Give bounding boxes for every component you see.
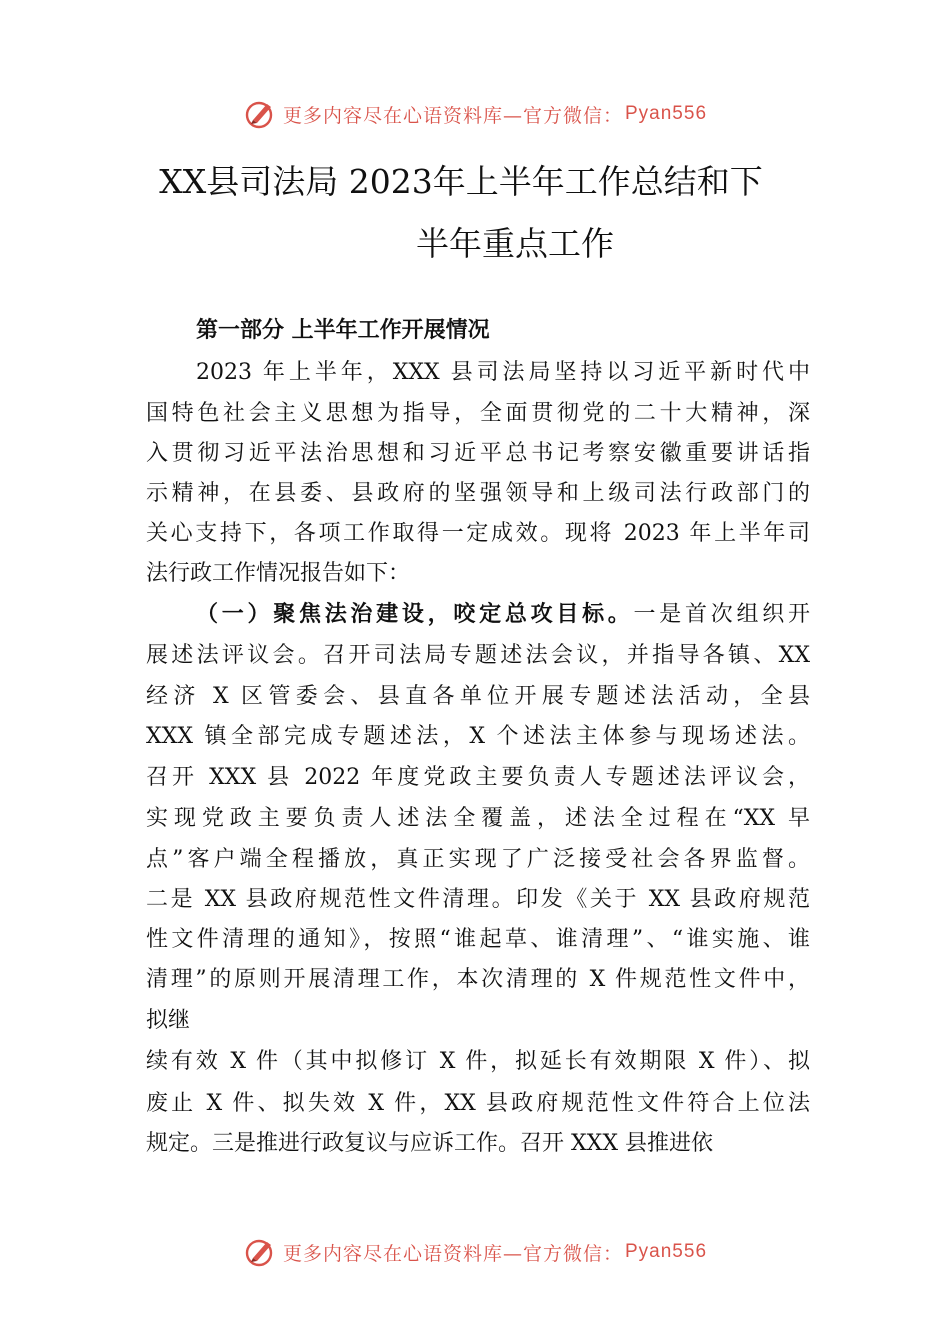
- body-line: 经济 X 区管委会、县直各单位开展专题述法活动，全县: [146, 684, 810, 709]
- document-title-line1: XX县司法局 2023年上半年工作总结和下: [159, 162, 763, 201]
- paragraph-heading-rest: 一是首次组织开: [633, 602, 810, 627]
- body-line: 召开 XXX 县 2022 年度党政主要负责人专题述法评议会，: [146, 765, 810, 790]
- body-line: 法行政工作情况报告如下：: [146, 561, 411, 586]
- watermark-text: 更多内容尽在心语资料库—官方微信：: [282, 1242, 623, 1265]
- body-line: 展述法评议会。召开司法局专题述法会议，并指导各镇、XX: [146, 643, 810, 668]
- watermark-top: [0, 96, 950, 132]
- body-line: 实现党政主要负责人述法全覆盖，述法全过程在“XX 早: [146, 806, 810, 831]
- body-line: 续有效 X 件（其中拟修订 X 件，拟延长有效期限 X 件）、拟: [146, 1049, 810, 1074]
- document-title-line2: 半年重点工作: [416, 224, 614, 263]
- body-line: 废止 X 件、拟失效 X 件，XX 县政府规范性文件符合上位法: [146, 1091, 810, 1116]
- watermark-wechat-id: Pyan556: [625, 103, 708, 124]
- body-line: 国特色社会主义思想为指导，全面贯彻党的二十大精神，深: [146, 401, 810, 426]
- pen-logo-icon: [243, 96, 279, 132]
- body-line: 二是 XX 县政府规范性文件清理。印发《关于 XX 县政府规范: [146, 887, 810, 912]
- body-line: 入贯彻习近平法治思想和习近平总书记考察安徽重要讲话指: [146, 441, 810, 466]
- body-line: 拟继: [146, 1008, 191, 1033]
- body-line: 清理”的原则开展清理工作，本次清理的 X 件规范性文件中，: [146, 967, 810, 992]
- body-line: 性文件清理的通知》，按照“谁起草、谁清理”、“谁实施、谁: [146, 927, 810, 952]
- paragraph-heading: （一）聚焦法治建设，咬定总攻目标。: [196, 601, 634, 627]
- watermark-bottom: [0, 1234, 950, 1270]
- watermark-text: 更多内容尽在心语资料库—官方微信：: [282, 104, 623, 127]
- body-line: 关心支持下，各项工作取得一定成效。现将 2023 年上半年司: [146, 521, 810, 546]
- section-heading: 第一部分 上半年工作开展情况: [196, 318, 490, 343]
- body-line: 2023 年上半年，XXX 县司法局坚持以习近平新时代中: [196, 360, 810, 385]
- watermark-wechat-id: Pyan556: [625, 1241, 708, 1262]
- paragraph-heading-line: [196, 597, 810, 628]
- pen-logo-icon: [243, 1234, 279, 1270]
- body-line: XXX 镇全部完成专题述法，X 个述法主体参与现场述法。: [146, 724, 810, 749]
- body-line: 示精神，在县委、县政府的坚强领导和上级司法行政部门的: [146, 481, 810, 506]
- body-line: 规定。三是推进行政复议与应诉工作。召开 XXX 县推进依: [146, 1131, 713, 1156]
- body-line: 点”客户端全程播放，真正实现了广泛接受社会各界监督。: [146, 847, 810, 872]
